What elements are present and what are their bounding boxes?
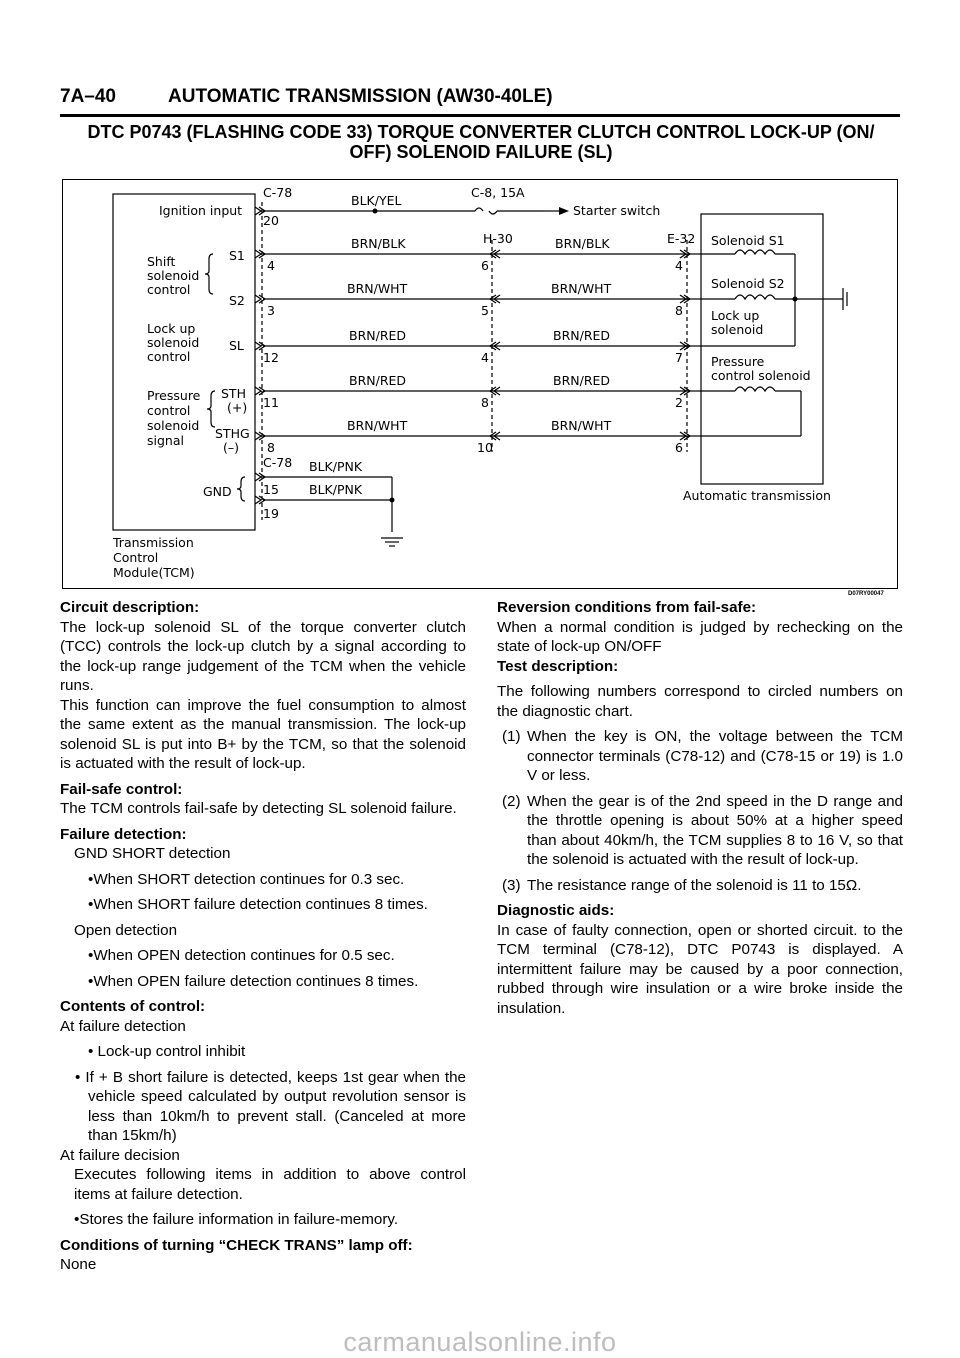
gnd-short-bullet-2: •When SHORT failure detection continues 8 times. bbox=[88, 896, 428, 913]
pin-number: 7 bbox=[675, 350, 683, 365]
pin-number: 6 bbox=[675, 440, 683, 455]
check-trans-text: None bbox=[60, 1256, 97, 1273]
failure-detection-heading: Failure detection: bbox=[60, 825, 187, 843]
pin-number: 8 bbox=[675, 303, 683, 318]
test-step-1 bbox=[497, 727, 903, 786]
dtc-title-line-2: OFF) SOLENOID FAILURE (SL) bbox=[349, 142, 613, 162]
tcm-shift-group-line-2: solenoid bbox=[147, 268, 200, 283]
left-column bbox=[60, 598, 466, 1275]
tcm-shift-group-line-3: control bbox=[147, 282, 191, 297]
tcm-pin-sthg-sign: (–) bbox=[223, 440, 240, 455]
pin-number: 6 bbox=[481, 258, 489, 273]
page-header bbox=[60, 86, 553, 108]
pin-number: 15 bbox=[263, 482, 279, 497]
pin-number: 4 bbox=[267, 258, 275, 273]
pin-number: 5 bbox=[481, 303, 489, 318]
diagram-code: D07RY00047 bbox=[848, 591, 884, 597]
control-bullet-1: • Lock-up control inhibit bbox=[88, 1043, 246, 1060]
tcm-name-line-2: Control bbox=[113, 550, 159, 565]
pin-number: 3 bbox=[267, 303, 275, 318]
page-number: 7A–40 bbox=[60, 86, 116, 107]
connector-c8-fuse: C-8, 15A bbox=[471, 185, 525, 200]
connector-c78-bottom: C-78 bbox=[263, 455, 293, 470]
failure-decision-text: Executes following items in addition to above control items at failure detection. bbox=[74, 1166, 466, 1203]
test-step-3 bbox=[497, 876, 903, 896]
dtc-title-line-1: DTC P0743 (FLASHING CODE 33) TORQUE CONVERTER CLUTCH CONTROL LOCK-UP (ON/ bbox=[87, 122, 875, 142]
starter-switch-label: Starter switch bbox=[573, 203, 661, 218]
check-trans-heading: Conditions of turning “CHECK TRANS” lamp off: bbox=[60, 1236, 413, 1254]
ground-wire-color: BLK/PNK bbox=[309, 459, 363, 474]
wire-color-blk-yel: BLK/YEL bbox=[351, 193, 402, 208]
step-text: When the gear is of the 2nd speed in the D range and the throttle opening is about 50% at a higher speed than about 40km/h, the TCM supplies 8 to 16 V, so that the solenoid is actuated with the result of lock-up. bbox=[527, 792, 903, 868]
pin-number: 19 bbox=[263, 506, 279, 521]
tcm-name-line-1: Transmission bbox=[113, 535, 194, 550]
watermark bbox=[0, 1327, 960, 1358]
contents-of-control-heading: Contents of control: bbox=[60, 998, 206, 1015]
pin-number: 8 bbox=[481, 395, 489, 410]
pressure-solenoid-label-line-1: Pressure bbox=[711, 354, 765, 369]
tcm-pressure-group-line-4: signal bbox=[147, 433, 184, 448]
tcm-pin-s2: S2 bbox=[229, 293, 245, 308]
gnd-short-detection: GND SHORT detection bbox=[74, 845, 231, 862]
tcm-pin-s1: S1 bbox=[229, 248, 245, 263]
lockup-solenoid-label-line-1: Lock up bbox=[711, 308, 760, 323]
pin-number: 4 bbox=[481, 350, 489, 365]
step-number: (3) bbox=[502, 876, 521, 894]
at-failure-detection: At failure detection bbox=[60, 1017, 186, 1035]
wiring-diagram bbox=[62, 179, 898, 589]
test-step-2 bbox=[497, 792, 903, 870]
tcm-name-line-3: Module(TCM) bbox=[113, 565, 195, 580]
tcm-pressure-group-line-1: Pressure bbox=[147, 388, 201, 403]
automatic-transmission-label: Automatic transmission bbox=[683, 488, 831, 503]
wire-color-left: BRN/RED bbox=[349, 328, 407, 343]
wire-color-left: BRN/RED bbox=[349, 373, 407, 388]
pin-number: 4 bbox=[675, 258, 683, 273]
wire-color-right: BRN/RED bbox=[553, 328, 611, 343]
solenoid-s2-label: Solenoid S2 bbox=[711, 276, 785, 291]
tcm-lockup-group-line-2: solenoid bbox=[147, 335, 200, 350]
open-bullet-1: •When OPEN detection continues for 0.5 sec. bbox=[88, 947, 395, 964]
ground-wire-color: BLK/PNK bbox=[309, 482, 363, 497]
header-rule bbox=[60, 114, 900, 117]
wire-color-right: BRN/WHT bbox=[551, 418, 612, 433]
tcm-pressure-group-line-2: control bbox=[147, 403, 191, 418]
circuit-description-heading: Circuit description: bbox=[60, 599, 200, 616]
pin-number: 8 bbox=[267, 440, 275, 455]
control-bullet-2: • If + B short failure is detected, keeps 1st gear when the vehicle speed calculated by output revolution sensor is less than 10km/h to prevent stall. (Canceled at more than 15km/h) bbox=[75, 1068, 466, 1144]
reversion-heading: Reversion conditions from fail-safe: bbox=[497, 599, 757, 616]
dtc-title bbox=[60, 122, 902, 162]
connector-e32: E-32 bbox=[667, 231, 696, 246]
tcm-shift-group-line-1: Shift bbox=[147, 254, 176, 269]
wire-color-left: BRN/BLK bbox=[351, 236, 406, 251]
connector-h30: H-30 bbox=[483, 231, 513, 246]
pressure-solenoid-label-line-2: control solenoid bbox=[711, 368, 811, 383]
test-description-heading: Test description: bbox=[497, 657, 619, 675]
tcm-pin-sth: STH bbox=[221, 386, 246, 401]
open-detection: Open detection bbox=[74, 921, 178, 939]
pin-number: 2 bbox=[675, 395, 683, 410]
pin-number: 10 bbox=[477, 440, 493, 455]
diagnostic-aids-text: In case of faulty connection, open or shorted circuit. to the TCM terminal (C78-12), DTC P0743 is displayed. A intermittent failure may be caused by a poor connection, rubbed through wire insulation or a wire broke inside the insulation. bbox=[497, 921, 903, 1017]
step-number: (1) bbox=[502, 728, 521, 745]
tcm-pin-sl: SL bbox=[229, 338, 244, 353]
gnd-short-bullet-1: •When SHORT detection continues for 0.3 sec. bbox=[88, 870, 405, 888]
step-text: The resistance range of the solenoid is 11 to 15Ω. bbox=[527, 876, 862, 894]
tcm-lockup-group-line-3: control bbox=[147, 349, 191, 364]
pin-number: 12 bbox=[263, 350, 279, 365]
circuit-description-p2: This function can improve the fuel consumption to almost the same extent as the manual transmission. The lock-up solenoid SL is put into B+ by the TCM, so that the solenoid is actuated with the result of lock-up. bbox=[60, 696, 466, 772]
circuit-description-p1: The lock-up solenoid SL of the torque converter clutch (TCC) controls the lock-up clutch by a signal according to the lock-up range judgement of the TCM when the vehicle runs. bbox=[60, 618, 466, 694]
wire-color-left: BRN/WHT bbox=[347, 418, 408, 433]
pin-number: 11 bbox=[263, 395, 279, 410]
open-bullet-2: •When OPEN failure detection continues 8 times. bbox=[88, 972, 419, 990]
right-column bbox=[497, 598, 903, 1018]
tcm-pressure-group-line-3: solenoid bbox=[147, 418, 200, 433]
wire-color-right: BRN/WHT bbox=[551, 281, 612, 296]
lockup-solenoid-label-line-2: solenoid bbox=[711, 322, 764, 337]
failsafe-heading: Fail-safe control: bbox=[60, 780, 183, 798]
wire-color-right: BRN/BLK bbox=[555, 236, 610, 251]
tcm-pin-sth-sign: (+) bbox=[227, 400, 248, 415]
wire-color-right: BRN/RED bbox=[553, 373, 611, 388]
reversion-text: When a normal condition is judged by rechecking on the state of lock-up ON/OFF bbox=[497, 618, 903, 655]
section-title: AUTOMATIC TRANSMISSION (AW30-40LE) bbox=[168, 86, 553, 107]
test-description-intro: The following numbers correspond to circled numbers on the diagnostic chart. bbox=[497, 683, 903, 720]
tcm-ignition-label: Ignition input bbox=[159, 203, 243, 218]
step-number: (2) bbox=[502, 792, 521, 810]
tcm-pin-sthg: STHG bbox=[215, 426, 250, 441]
tcm-pin-gnd: GND bbox=[203, 484, 232, 499]
diagnostic-aids-heading: Diagnostic aids: bbox=[497, 902, 615, 919]
pin-number: 20 bbox=[263, 213, 279, 228]
connector-c78-top: C-78 bbox=[263, 185, 293, 200]
step-text: When the key is ON, the voltage between the TCM connector terminals (C78-12) and (C78-15 or 19) is 1.0 V or less. bbox=[527, 728, 903, 784]
tcm-lockup-group-line-1: Lock up bbox=[147, 321, 196, 336]
failsafe-text: The TCM controls fail-safe by detecting SL solenoid failure. bbox=[60, 800, 457, 817]
solenoid-s1-label: Solenoid S1 bbox=[711, 233, 785, 248]
at-failure-decision: At failure decision bbox=[60, 1146, 180, 1164]
wire-color-left: BRN/WHT bbox=[347, 281, 408, 296]
decision-bullet-1: •Stores the failure information in failure-memory. bbox=[74, 1211, 399, 1228]
watermark-text: carmanualsonline.info bbox=[343, 1327, 617, 1357]
